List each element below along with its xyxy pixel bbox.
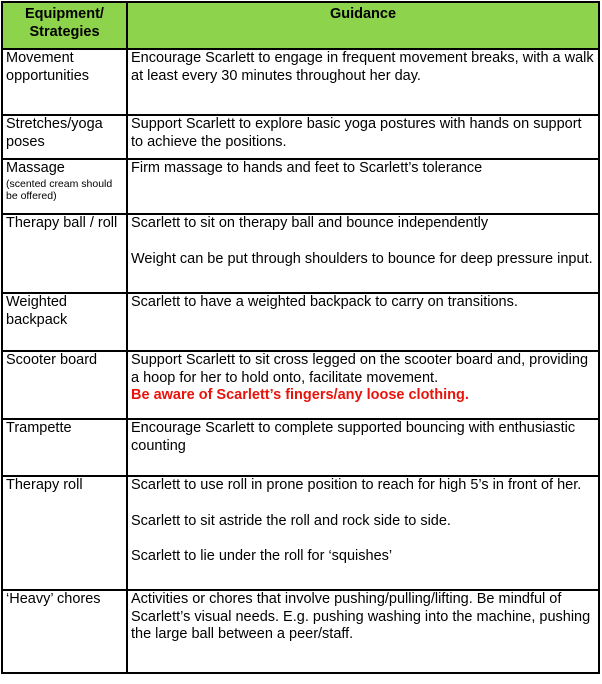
guidance-text: Scarlett to lie under the roll for ‘squishes’ [131, 548, 393, 564]
equipment-cell: Scooter board [2, 351, 127, 419]
guidance-text: Weight can be put through shoulders to bounce for deep pressure input. [131, 250, 593, 267]
guidance-text: Support Scarlett to sit cross legged on the scooter board and, providing a hoop for her to hold onto, facilitate movement. [131, 352, 589, 386]
guidance-cell [127, 351, 599, 419]
guidance-cell [127, 293, 599, 351]
guidance-cell [127, 476, 599, 590]
header-row [2, 2, 599, 49]
guidance-cell [127, 214, 599, 293]
equipment-cell [2, 159, 127, 214]
guidance-text: Firm massage to hands and feet to Scarlett’s tolerance [131, 160, 483, 176]
equipment-cell: Stretches/yoga poses [2, 115, 127, 159]
guidance-cell [127, 590, 599, 673]
guidance-text: Activities or chores that involve pushing/pulling/lifting. Be mindful of Scarlett’s visual needs. E.g. pushing washing into the machine, pushing the large ball between a peer/staff. [131, 591, 591, 642]
header-equipment: Equipment/ Strategies [2, 2, 127, 49]
equipment-cell: Trampette [2, 419, 127, 476]
equipment-label: Massage [6, 160, 65, 176]
guidance-table [1, 1, 600, 674]
guidance-text: Scarlett to have a weighted backpack to carry on transitions. [131, 294, 518, 310]
table-row [2, 351, 599, 419]
equipment-cell: ‘Heavy’ chores [2, 590, 127, 673]
table-row [2, 115, 599, 159]
guidance-text: Scarlett to sit on therapy ball and bounce independently [131, 215, 489, 231]
table-row [2, 214, 599, 293]
guidance-text: Encourage Scarlett to complete supported bouncing with enthusiastic counting [131, 420, 576, 454]
table-row [2, 293, 599, 351]
equipment-cell: Therapy roll [2, 476, 127, 590]
guidance-cell [127, 159, 599, 214]
header-guidance: Guidance [127, 2, 599, 49]
table-row [2, 476, 599, 590]
guidance-text: Scarlett to use roll in prone position to reach for high 5’s in front of her. [131, 477, 582, 493]
table-row [2, 419, 599, 476]
guidance-text: Encourage Scarlett to engage in frequent movement breaks, with a walk at least every 30 minutes throughout her day. [131, 50, 594, 84]
warning-text: Be aware of Scarlett’s fingers/any loose clothing. [131, 387, 469, 403]
guidance-cell [127, 419, 599, 476]
table-row [2, 159, 599, 214]
guidance-text: Support Scarlett to explore basic yoga postures with hands on support to achieve the positions. [131, 116, 582, 150]
table-row [2, 590, 599, 673]
guidance-cell [127, 115, 599, 159]
equipment-cell: Movement opportunities [2, 49, 127, 115]
guidance-text: Scarlett to sit astride the roll and rock side to side. [131, 512, 451, 529]
table-row [2, 49, 599, 115]
guidance-cell [127, 49, 599, 115]
equipment-note: (scented cream should be offered) [6, 177, 113, 202]
equipment-cell: Therapy ball / roll [2, 214, 127, 293]
equipment-cell: Weighted backpack [2, 293, 127, 351]
